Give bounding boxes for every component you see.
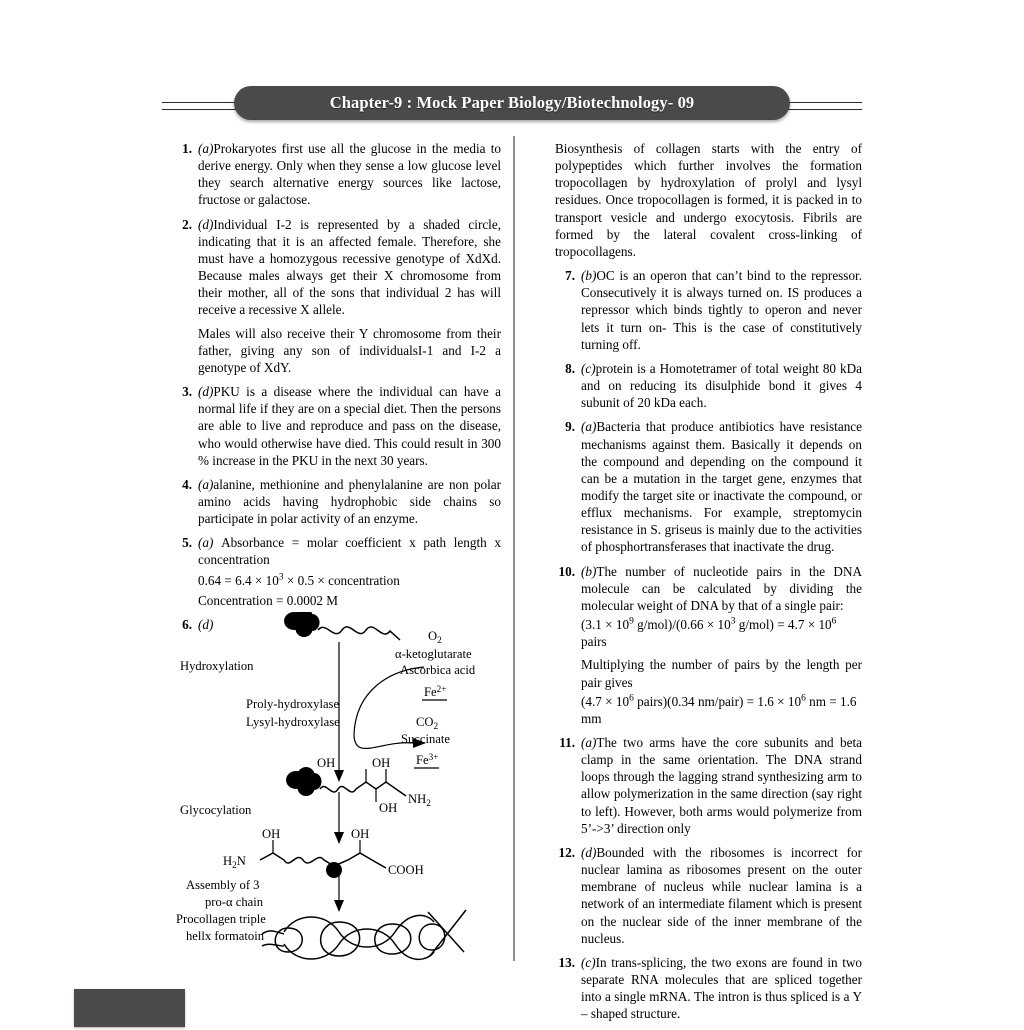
label-fe3: $Fe^{3+}$ [416,752,439,767]
assembly-arrow [334,874,344,912]
answer-option: (a) [581,735,597,750]
chapter-header-band [0,86,1024,126]
label-h2n: $H_2N$ [223,854,246,870]
answer-item-5 [176,534,501,609]
answer-item-4 [176,476,501,527]
collagen-biosynthesis-diagram [176,612,506,962]
item-body [581,954,862,1023]
calc-exp: 6 [831,616,837,627]
answer-option: (a) [581,419,597,435]
answer-option: (a) [198,141,214,156]
item-number: 12. [558,844,575,860]
answer-option: (d) [198,216,214,232]
answer-text: The two arms have the core subunits and beta clamp in the same orientation. The DNA strand loops through the lagging strand synthesizing arm to allow polymerization in the same direction (say right to left). However, both arms would polymerize from 5’->3’ direction only [581,735,862,836]
answer-option: (c) [581,954,596,970]
answer-option: (d) [581,844,597,860]
answer-text: alanine, methionine and phenylalanine are non polar amino acids having hydrophobic side chains so participate in polar activity of an enzyme. [198,476,501,527]
item-body [581,563,862,727]
label-ascorbic-acid: Ascorbica acid [400,663,476,677]
answer-option: (d) [198,616,214,632]
answer-text: Prokaryotes first use all the glucose in the media to derive energy. Only when they sense a low glucose level they search alternative energy sources like lactose, fructose or galactose. [198,141,501,208]
item-body [581,844,862,947]
dna-calc-line-1 [581,616,862,650]
eq-post: × 0.5 × concentration [283,572,400,588]
label-o2: $O_2$ [428,629,442,645]
glycocylation-arrow [334,792,344,844]
item-number: 3. [182,384,192,400]
answer-item-10 [555,563,862,727]
cofactor-input-curve [354,667,424,734]
absorbance-equation-line-1 [198,572,501,589]
calc-part: g/mol)/(0.66 × 10 [633,617,731,633]
dna-calc-line-2: Multiplying the number of pairs by the length per pair gives [581,657,862,690]
label-cooh: COOH [388,863,424,877]
answer-item-3 [176,383,501,469]
polypeptide-chain-top [284,612,400,640]
answer-text: protein is a Homotetramer of total weight 80 kDa and on reducing its disulphide bond it gives 4 subunit of 20 kDa each. [581,360,862,411]
answer-text: Absorbance = molar coefficient x path length x concentration [198,535,501,568]
polypeptide-chain-hydroxylated [286,767,406,802]
label-hydroxylation: Hydroxylation [180,659,254,673]
left-column [176,140,501,640]
column-divider [513,136,515,961]
item-number: 2. [182,216,192,232]
label-oh-5: OH [351,827,370,841]
answer-option: (b) [581,563,597,579]
chapter-title-banner [234,86,790,120]
answer-text: Bounded with the ribosomes is incorrect for nuclear lamina as ribosomes present on the outer membrane of nucleus while nuclear lamina is a network of an intermediate filament which is present on the nuclear side of the inner membrane of the nucleus. [581,844,862,946]
label-lysyl-hydroxylase: Lysyl-hydroxylase [246,715,340,729]
item-number: 7. [565,268,575,284]
answer-item-1 [176,140,501,209]
answer-item-7 [555,267,862,353]
item-number: 6. [182,616,192,632]
answer-text: The number of nucleotide pairs in the DNA molecule can be calculated by dividing the molecular weight of DNA by that of a single pair: [581,563,862,613]
dna-calc-line-3 [581,693,862,727]
answer-option: (b) [581,268,597,284]
label-oh-4: OH [262,827,281,841]
item-number: 1. [182,141,192,156]
polypeptide-chain-glycosylated [260,840,386,878]
right-column [555,140,862,1030]
collagen-intro-paragraph: Biosynthesis of collagen starts with the entry of polypeptides which further involves the formation tropocollagen by hydroxylation of prolyl and lysyl residues. Once tropocollagen is formed, it is packed in to transport vesicle and undergo exocytosis. Fibrils are formed by the lateral covalent cross-linking of tropocollagens. [555,141,862,259]
answer-item-9 [555,418,862,555]
label-assembly-1: Assembly of 3 [186,878,260,892]
label-oh-1: OH [317,756,336,770]
chapter-title-text: Chapter-9 : Mock Paper Biology/Biotechnology- 09 [329,93,695,112]
answer-item-2 [176,216,501,376]
label-fe2: $Fe^{2+}$ [424,684,447,699]
item-number: 9. [565,419,575,435]
answer-option: (a) [198,535,222,551]
item-body [581,267,862,353]
absorbance-equation-line-2: Concentration = 0.0002 M [198,592,339,608]
label-assembly-4: hellx formatoin [186,929,264,943]
label-prolyl-hydroxylase: Proly-hydroxylase [246,697,340,711]
answer-item-8 [555,360,862,411]
calc-exp: 6 [801,693,806,704]
item-number: 11. [559,735,575,750]
answer-item-13 [555,954,862,1023]
calc-part: (4.7 × 10 [581,693,630,709]
label-nh2: $NH_2$ [408,792,431,808]
procollagen-triple-helix [262,910,466,959]
label-oh-2: OH [372,756,391,770]
label-assembly-2: pro-α chain [205,895,264,909]
calc-exp: 3 [730,616,736,627]
item-body [581,734,862,837]
label-glycocylation: Glycocylation [180,803,252,817]
answer-continuation: Males will also receive their Y chromosome from their father, giving any son of individualsI-1 and I-2 a genotype of XdY. [198,325,501,375]
calc-exp: 9 [629,616,634,627]
calc-part: (3.1 × 10 [581,617,630,633]
answer-text: Bacteria that produce antibiotics have resistance mechanisms against them. Basically it depends on the compound and depending on the compound it can be a mutation in the target gene, enzymes that modify the target site or inactivate the compound, or efflux mechanisms. For example, streptomycin resistance in S. griseus is mainly due to the activities of phosphortransferases that inactivate the drug. [581,419,862,555]
eq-pre: 0.64 = 6.4 × 10 [198,572,279,588]
item-number: 8. [565,360,575,376]
answer-text: Individual I-2 is represented by a shaded circle, indicating that it is an affected female. Therefore, she must have a homozygous recessive genotype of XdXd. Because males always get their X chromosome from their mother, all of the sons that individual 2 has will receive a recessive X allele. [198,216,501,318]
item-body [198,534,501,609]
answer-option: (a) [198,476,214,492]
calc-part: nm = 1.6 mm [581,693,857,726]
item-body [198,216,501,376]
hydroxylation-arrow [334,642,344,782]
label-assembly-3: Procollagen triple [176,912,266,926]
calc-part: pairs)(0.34 nm/pair) = 1.6 × 10 [633,693,802,709]
item-number: 13. [558,954,575,970]
calc-exp: 6 [629,693,634,704]
label-alpha-ketoglutarate: α-ketoglutarate [395,647,472,661]
answer-option: (d) [198,384,214,400]
answer-option: (c) [581,360,596,376]
calc-part: g/mol) = 4.7 × 10 [735,617,832,633]
item-body [198,383,501,469]
answer-item-11 [555,734,862,837]
page-footer-block [74,989,185,1027]
label-oh-3: OH [379,801,398,815]
answer-text: In trans-splicing, the two exons are found in two separate RNA molecules that are spliced together into a single mRNA. The intron is thus spliced is a Y – shaped structure. [581,954,862,1022]
answer-text: OC is an operon that can’t bind to the repressor. Consecutively it is always turned on. IS produces a repressor which binds tightly to operon and never lets it turn on- This is the case of constitutively turning off. [581,268,862,352]
eq-exponent: 3 [278,572,284,583]
item-body [581,360,862,411]
item-body [198,140,501,209]
answer-text: PKU is a disease where the individual can have a normal life if they are on a special diet. Then the persons are able to live and reproduce and pass on the disease, who would otherwise have died. This could result in 300 % increase in the PKU in the next 30 years. [198,384,501,468]
label-co2: $CO_2$ [416,715,439,731]
item-body [581,418,862,555]
calc-part: pairs [581,634,607,650]
item-number: 5. [182,535,192,551]
item-body [198,476,501,527]
item-number: 10. [558,563,575,579]
item-number: 4. [182,476,192,492]
answer-item-12 [555,844,862,947]
label-succinate: Succinate [401,732,450,746]
